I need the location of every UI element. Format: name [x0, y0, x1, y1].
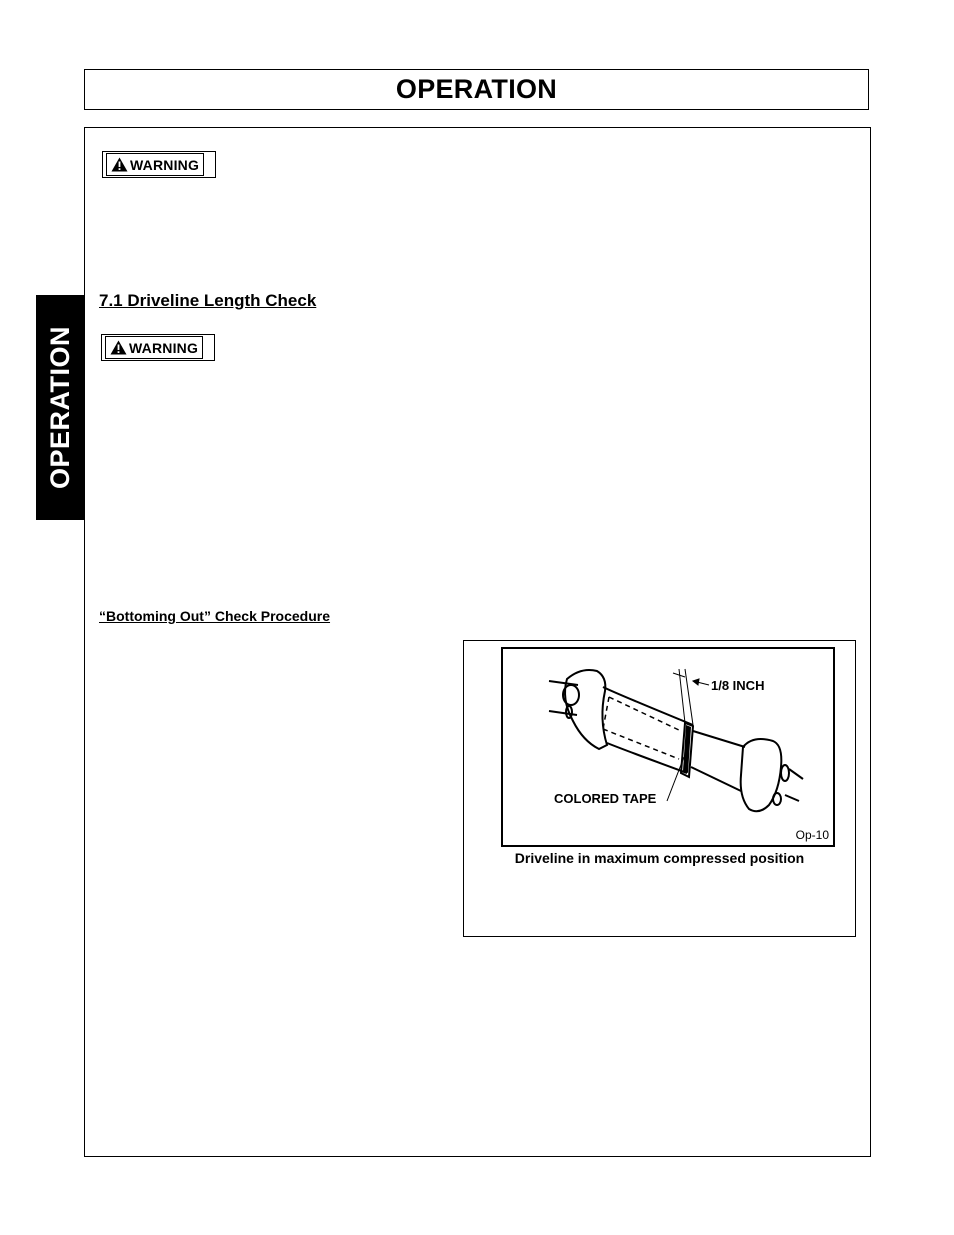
- procedure-heading: “Bottoming Out” Check Procedure: [99, 608, 331, 624]
- page-header: [84, 69, 869, 110]
- side-tab-label: OPERATION: [44, 325, 75, 490]
- warning-badge: [101, 334, 215, 361]
- figure-code: Op-10: [795, 828, 829, 842]
- warning-badge: [102, 151, 216, 178]
- warning-triangle-icon: [111, 157, 128, 172]
- tape-label: COLORED TAPE: [554, 791, 657, 806]
- figure: [463, 640, 856, 937]
- figure-caption: Driveline in maximum compressed position: [514, 850, 805, 866]
- section-heading: 7.1 Driveline Length Check: [99, 291, 317, 310]
- driveline-illustration: [501, 647, 835, 847]
- side-tab: [36, 295, 84, 520]
- warning-triangle-icon: [110, 340, 127, 355]
- warning-label: WARNING: [130, 156, 200, 173]
- dimension-label: 1/8 INCH: [711, 678, 765, 693]
- driveline-drawing: [503, 649, 833, 845]
- page-title: OPERATION: [395, 74, 558, 104]
- warning-label: WARNING: [129, 339, 199, 356]
